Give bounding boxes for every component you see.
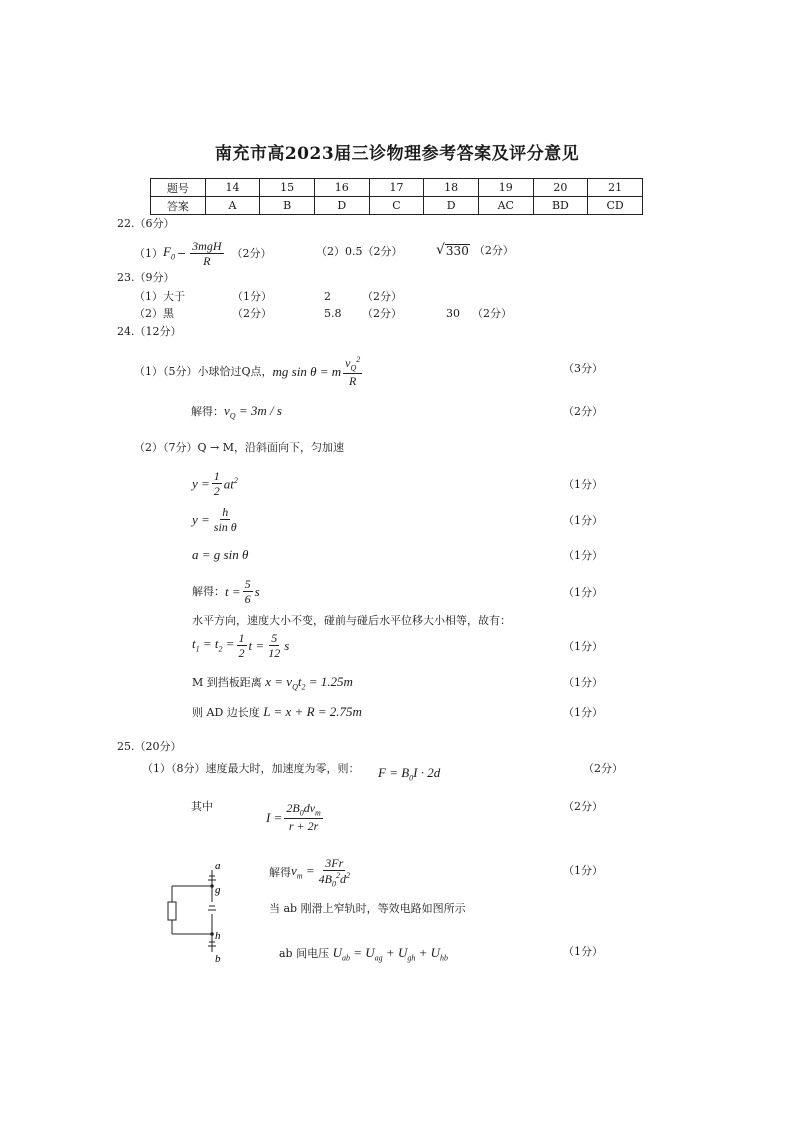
q24-b8: 则 AD 边长度 L = x + R = 2.75m xyxy=(192,704,362,719)
q23-r2-e: 30 xyxy=(446,307,460,320)
q23-r1-a: （1）大于 xyxy=(134,290,185,303)
q25-a-score: （2分） xyxy=(583,762,623,775)
table-cell: 答案 xyxy=(151,197,206,215)
table-cell: A xyxy=(205,197,260,215)
q22-p1-label: （1） xyxy=(134,247,163,260)
q24-b4: 解得： t = $\frac{5}{6}$ s xyxy=(192,577,260,606)
q24-header: 24.（12分） xyxy=(117,325,182,338)
answer-table xyxy=(150,178,643,215)
q22-part1 xyxy=(134,240,272,267)
q22-part3 xyxy=(436,243,514,257)
q25-c: 解得 $v_m$ = $\frac{3Fr}{4B_0^2d^2}$ xyxy=(269,856,350,889)
resistor-icon xyxy=(168,902,176,920)
q22-p3-score: （2分） xyxy=(473,243,514,257)
table-cell: 14 xyxy=(205,179,260,197)
table-cell: BD xyxy=(533,197,588,215)
q24-b3: a = g sin θ xyxy=(192,547,249,562)
q25-e-score: （1分） xyxy=(563,945,603,958)
table-cell: 16 xyxy=(314,179,369,197)
q24-b5: 水平方向，速度大小不变，碰前与碰后水平位移大小相等，故有： xyxy=(192,614,511,627)
q24-b-text: （2）（7分）Q → M，沿斜面向下，匀加速 xyxy=(134,441,344,454)
q23-r2-f: （2分） xyxy=(472,307,512,320)
q24-b6-score: （1分） xyxy=(563,640,603,653)
q24-a1 xyxy=(134,356,364,387)
q24-a1-score: （3分） xyxy=(563,362,603,375)
table-cell: 18 xyxy=(424,179,479,197)
q22-header: 22.（6分） xyxy=(117,217,175,230)
table-cell: 题号 xyxy=(151,179,206,197)
q23-header: 23.（9分） xyxy=(117,271,175,284)
q24-a2: 解得：$v_Q = 3m / s$ xyxy=(191,403,282,421)
table-cell: AC xyxy=(478,197,533,215)
q23-r2-b: （2分） xyxy=(232,307,272,320)
q24-b2: y = $\frac{h}{\text{sin θ}}$ xyxy=(192,505,237,534)
table-cell: 15 xyxy=(260,179,315,197)
circuit-label-b: b xyxy=(215,953,221,965)
table-cell: CD xyxy=(588,197,643,215)
circuit-label-h: h xyxy=(215,930,221,942)
q23-r2-d: （2分） xyxy=(362,307,402,320)
q24-b2-score: （1分） xyxy=(563,514,603,527)
table-cell: D xyxy=(424,197,479,215)
q24-a2-score: （2分） xyxy=(563,405,603,418)
q23-r2-a: （2）黑 xyxy=(134,307,174,320)
table-cell: B xyxy=(260,197,315,215)
q24-a1-fraction: $\frac{v_Q^2}{R}$ xyxy=(345,355,361,389)
q22-p1-lhs: $F_0$ xyxy=(163,244,175,262)
circuit-diagram xyxy=(160,856,230,966)
q24-b1: y = $\frac{1}{2}$ $at^2$ xyxy=(192,469,238,498)
q23-r1-c: 2 xyxy=(324,290,331,303)
table-cell: 19 xyxy=(478,179,533,197)
q24-b7: M 到挡板距离 $x = v_Qt_2 = 1.25m$ xyxy=(192,674,353,692)
q24-b6: $t_1 = t_2$ = $\frac{1}{2}$ t = $\frac{5}{12}$ s xyxy=(192,631,290,660)
q24-b4-score: （1分） xyxy=(563,586,603,599)
q24-a1-text: （1）（5分）小球恰过Q点， xyxy=(134,365,273,379)
q25-a-expr: $F = B_0I \cdot 2d$ xyxy=(378,765,441,783)
table-cell: 20 xyxy=(533,179,588,197)
q23-r2-c: 5.8 xyxy=(324,307,342,320)
q22-p1-minus: − xyxy=(176,247,187,260)
q25-e: ab 间电压 $U_{ab} = U_{ag} + U_{gh} + U_{hb}$ xyxy=(279,945,449,963)
table-cell: 21 xyxy=(588,179,643,197)
table-cell: C xyxy=(369,197,424,215)
table-cell: D xyxy=(314,197,369,215)
table-cell: 17 xyxy=(369,179,424,197)
q25-b-text: 其中 xyxy=(191,800,213,813)
q25-b-expr: I = $\frac{2B_0dv_m}{r + 2r}$ xyxy=(266,801,321,834)
q25-d-text: 当 ab 刚滑上窄轨时，等效电路如图所示 xyxy=(269,902,466,915)
q24-b3-score: （1分） xyxy=(563,549,603,562)
q25-c-score: （1分） xyxy=(563,864,603,877)
sqrt-icon: √ xyxy=(436,242,445,258)
q23-r1-d: （2分） xyxy=(362,290,402,303)
q25-header: 25.（20分） xyxy=(117,740,182,753)
circuit-label-g: g xyxy=(215,884,221,896)
q22-p3-root: 330 xyxy=(445,243,469,258)
q24-a1-eq: mg sin θ = m xyxy=(272,364,342,380)
circuit-label-a: a xyxy=(215,860,221,872)
q22-part2: （2）0.5（2分） xyxy=(316,245,403,258)
q24-b8-score: （1分） xyxy=(563,706,603,719)
page-title: 南充市高2023届三诊物理参考答案及评分意见 xyxy=(214,144,580,164)
q24-b7-score: （1分） xyxy=(563,676,603,689)
table-row xyxy=(151,179,643,197)
q23-r1-b: （1分） xyxy=(232,290,272,303)
q25-b-score: （2分） xyxy=(563,800,603,813)
q22-p1-score: （2分） xyxy=(231,247,272,260)
table-row xyxy=(151,197,643,215)
q22-p1-fraction: $\frac{\text{3mgH}}{R}$ xyxy=(192,239,222,268)
q24-b1-score: （1分） xyxy=(563,478,603,491)
q25-a-text: （1）（8分）速度最大时，加速度为零，则： xyxy=(142,762,360,775)
